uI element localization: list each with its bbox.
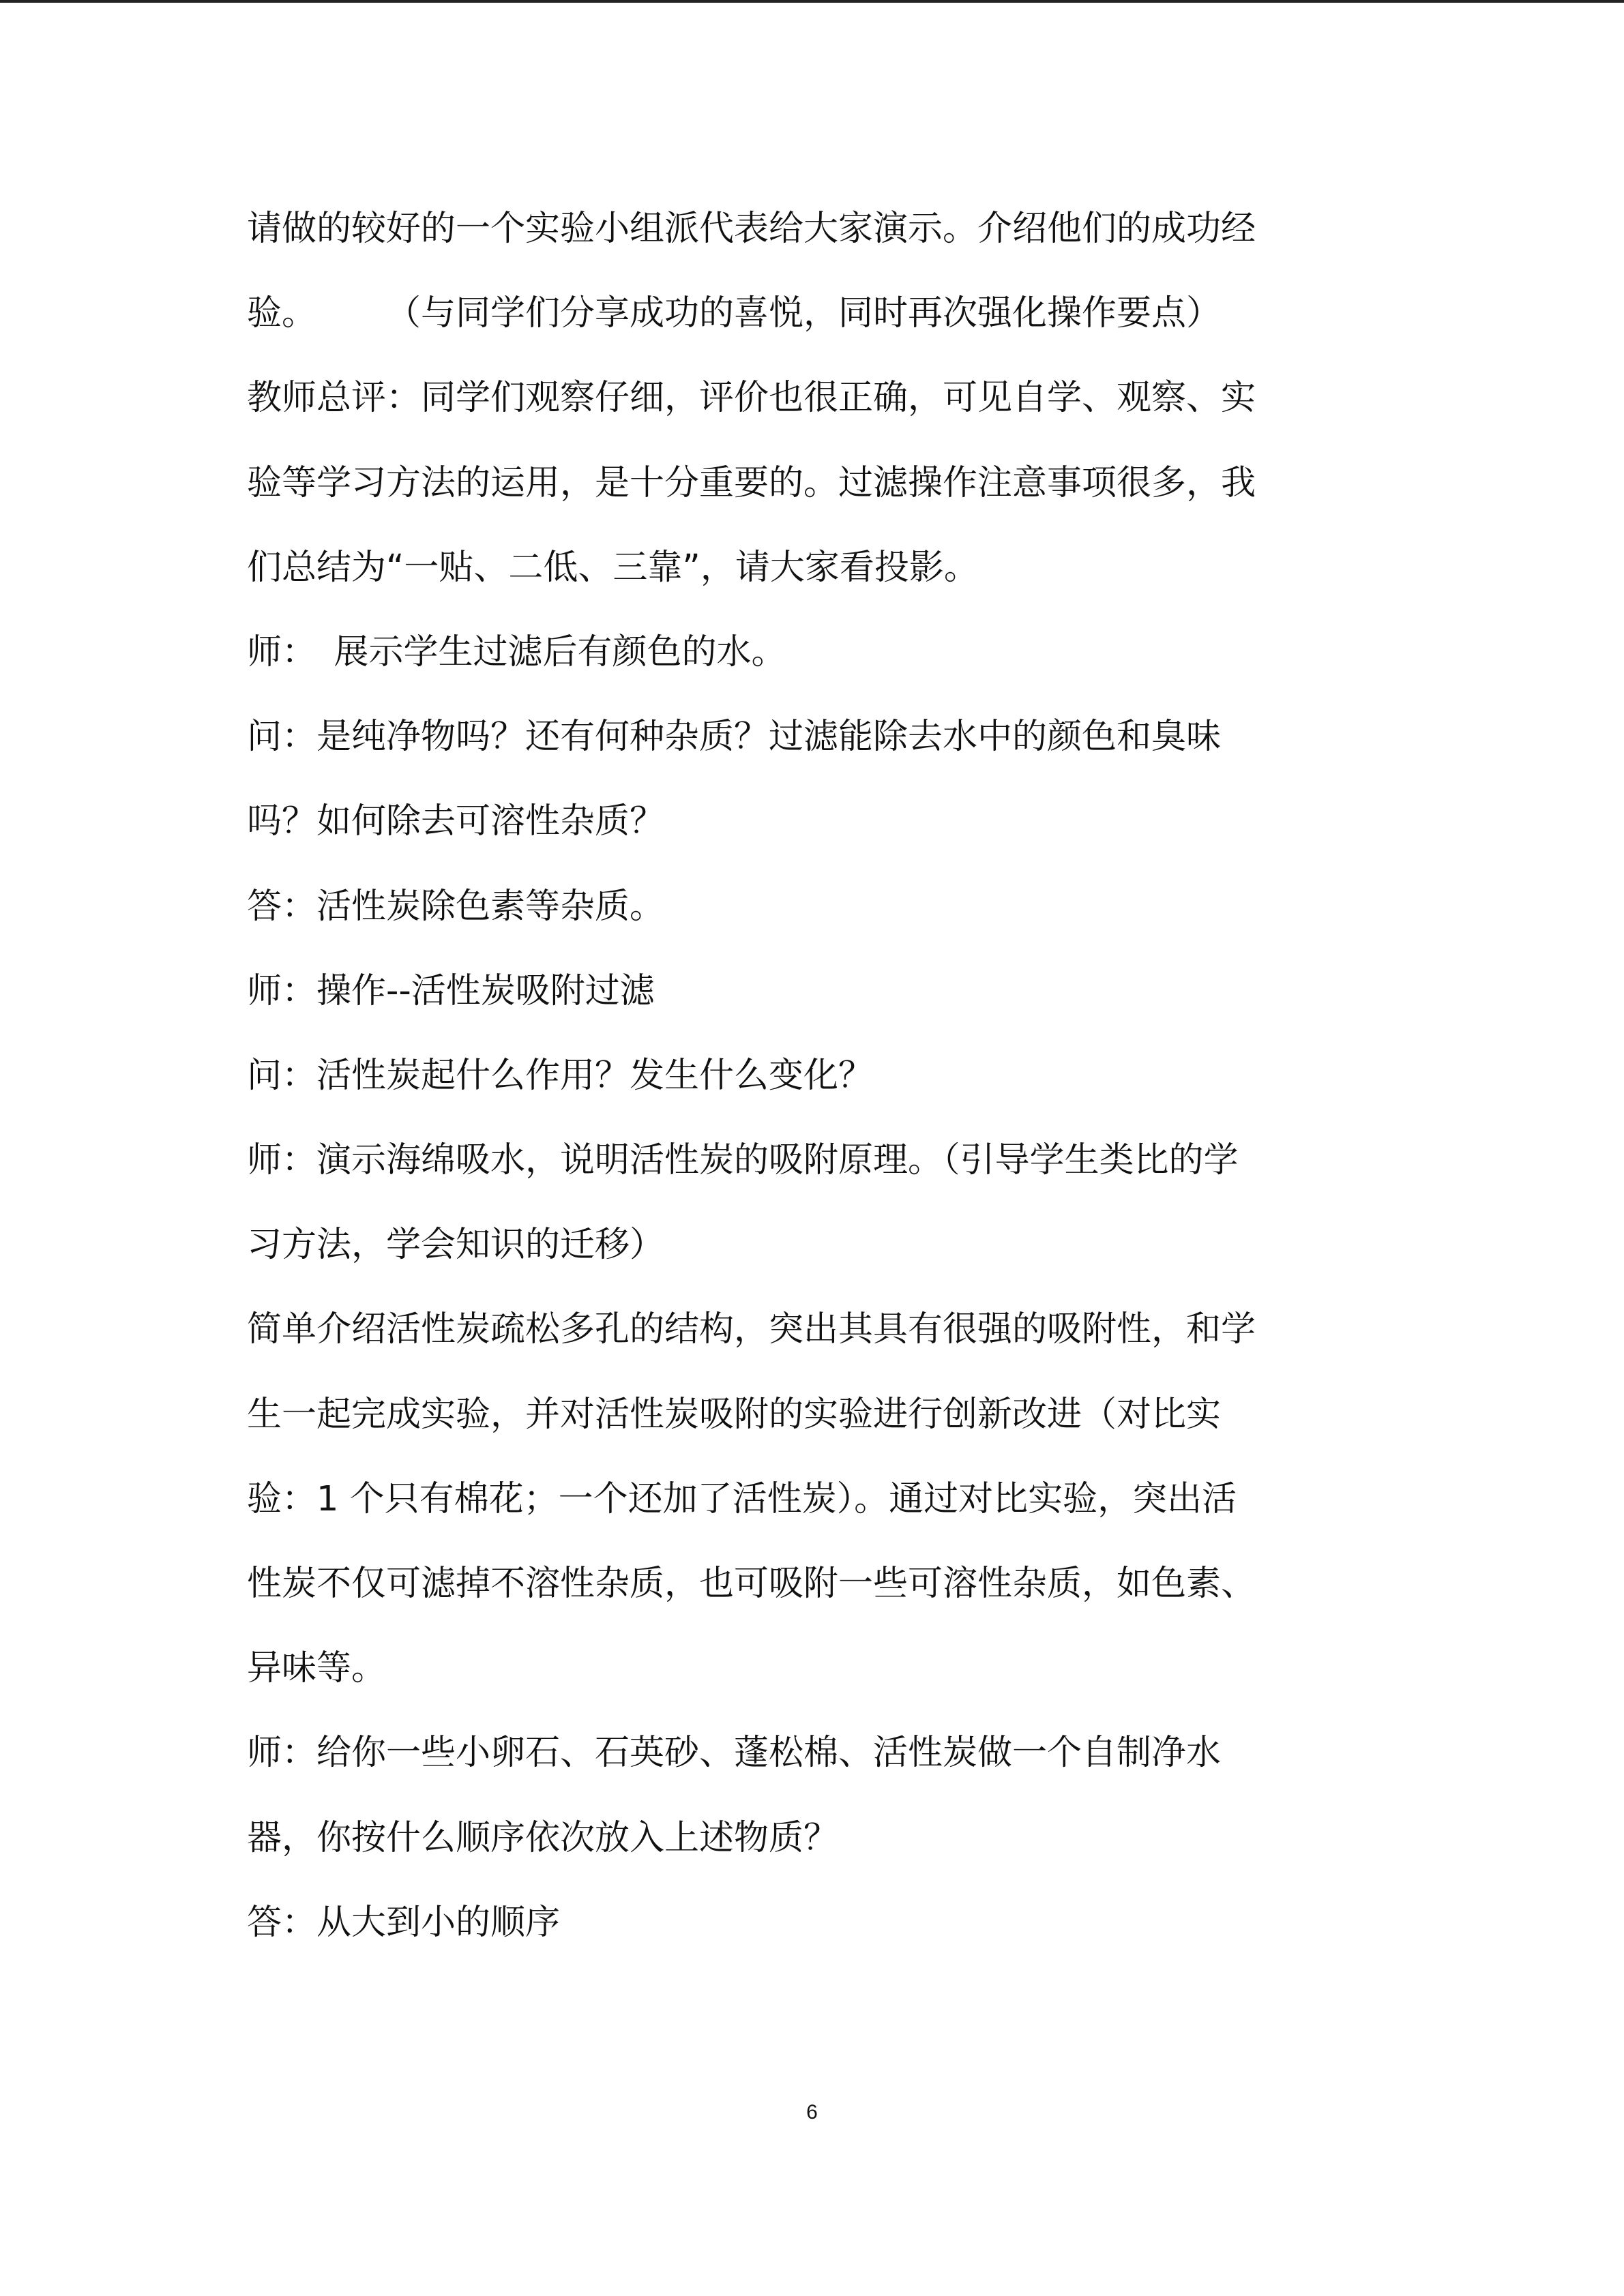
text-line: 答：从大到小的顺序 [247,1903,561,1943]
page-number: 6 [806,2101,818,2123]
text-line: 吗？如何除去可溶性杂质？ [247,801,665,841]
text-line: 问：活性炭起什么作用？发生什么变化？ [247,1056,874,1096]
page-top-border [0,0,1624,3]
text-line: 师：给你一些小卵石、石英砂、蓬松棉、活性炭做一个自制净水 [247,1733,1222,1773]
text-line: 答：活性炭除色素等杂质。 [247,886,665,927]
text-line: 验：1 个只有棉花；一个还加了活性炭）。通过对比实验，突出活 [247,1479,1237,1519]
text-line: 师：操作--活性炭吸附过滤 [247,971,655,1011]
text-line: 简单介绍活性炭疏松多孔的结构，突出其具有很强的吸附性，和学 [247,1309,1256,1350]
text-line: 验等学习方法的运用，是十分重要的。过滤操作注意事项很多，我 [247,463,1256,503]
text-line: 们总结为“一贴、二低、三靠”，请大家看投影。 [247,548,979,588]
text-line: 习方法，学会知识的迁移） [247,1225,665,1265]
text-line: 器，你按什么顺序依次放入上述物质？ [247,1818,839,1858]
text-line: 异味等。 [247,1648,387,1688]
text-line: 问：是纯净物吗？还有何种杂质？过滤能除去水中的颜色和臭味 [247,717,1222,757]
text-line: 性炭不仅可滤掉不溶性杂质，也可吸附一些可溶性杂质，如色素、 [247,1564,1256,1604]
text-line: 验。 （与同学们分享成功的喜悦，同时再次强化操作要点） [247,293,1222,333]
text-line: 请做的较好的一个实验小组派代表给大家演示。介绍他们的成功经 [247,209,1256,249]
text-line: 师： 展示学生过滤后有颜色的水。 [247,632,786,672]
text-line: 生一起完成实验，并对活性炭吸附的实验进行创新改进（对比实 [247,1395,1222,1435]
text-line: 教师总评：同学们观察仔细，评价也很正确，可见自学、观察、实 [247,378,1256,418]
text-line: 师：演示海绵吸水，说明活性炭的吸附原理。（引导学生类比的学 [247,1140,1239,1180]
